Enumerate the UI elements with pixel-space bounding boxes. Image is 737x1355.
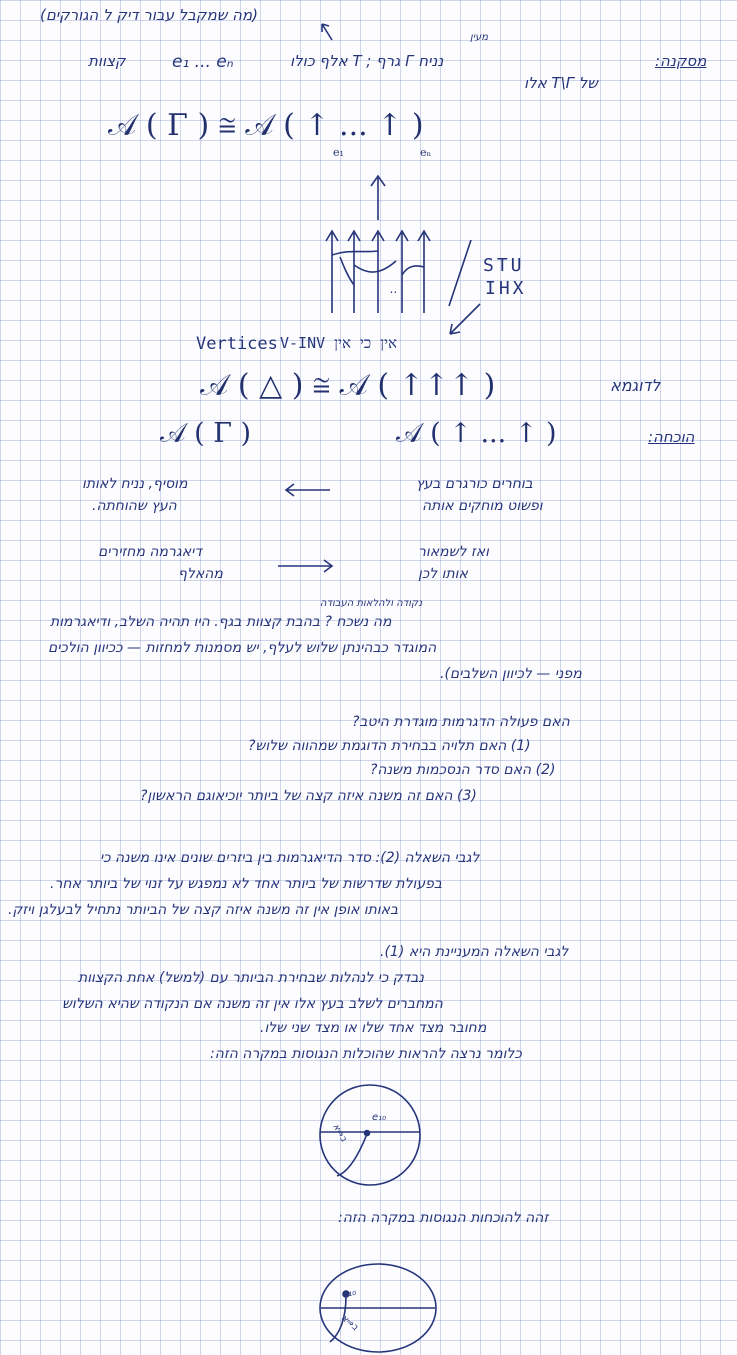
proof-left-1: מוסיף, נניח לאותו bbox=[82, 476, 188, 492]
vertices-word: Vertices bbox=[196, 334, 278, 354]
answer1-line2: נבדק כי לנהלות שבחירת הביותר עם (למשל) אחת הקצוות bbox=[78, 970, 425, 986]
strands-dots: .. bbox=[390, 282, 398, 296]
proof-right-1: בוחרים כורגרם בעץ bbox=[416, 476, 533, 492]
conclusion-label: מסקנה: bbox=[655, 52, 707, 70]
formula-sub-e1: e₁ bbox=[333, 146, 344, 159]
conclusion-small: מעין bbox=[470, 32, 489, 43]
stu-label: STU bbox=[483, 255, 525, 276]
statement-2: זהה להוכחות הנגוסות במקרה הזה: bbox=[338, 1210, 549, 1226]
formula-proof-left: 𝒜 ( Γ ) bbox=[160, 418, 252, 449]
formula-sub-en: eₙ bbox=[420, 146, 432, 159]
conclusion-text: נניח Γ גרף ; T אלף כולו bbox=[290, 52, 444, 70]
row2-left-2: מהאלף bbox=[178, 566, 223, 582]
implication-arrow bbox=[368, 172, 388, 222]
left-arrow bbox=[282, 482, 332, 498]
circle-1-label: e₁₀ bbox=[372, 1112, 387, 1123]
slash-divider bbox=[445, 238, 475, 308]
answer1-line5: כלומר נרצה להראות שהוכלות הנגוסות במקרה הזה: bbox=[210, 1046, 522, 1062]
row2-right-1: ואז לשמאור bbox=[418, 544, 489, 560]
example-label: לדוגמא bbox=[610, 376, 661, 395]
question-2: (2) האם סדר הנסכמות משנה? bbox=[370, 762, 556, 778]
row2-left-1: דיאגרמה מחזירים bbox=[98, 544, 202, 560]
answer1-line3: המחברים לשלב בעץ אלו אין זה משנה אם הנקודה שהיא השלוש bbox=[62, 996, 443, 1012]
row2-right-2: אותו לכן bbox=[418, 566, 468, 582]
answer2-line2: בפעולת שדרשות של ביותר אחד לא נמפגש על זנוי של ביותר אחר. bbox=[50, 876, 442, 892]
formula-proof-right: 𝒜 ( ↑ ... ↑ ) bbox=[396, 418, 557, 449]
circle-1-side: ב⇒א bbox=[330, 1122, 349, 1144]
answer2-line1: לגבי השאלה (2): סדר הדיאגרמות בין ביזרים שונים אינו משנה כי bbox=[100, 850, 480, 866]
question-1: (1) האם תלויה בבחירת הדוגמת שמהווה שלוש? bbox=[248, 738, 531, 754]
note-arrow bbox=[444, 300, 484, 340]
formula-main: 𝒜 ( Γ ) ≅ 𝒜 ( ↑ ... ↑ ) bbox=[108, 108, 424, 143]
para1-line3: מפני — לכיוון השלבים). bbox=[440, 666, 582, 682]
ihx-label: IHX bbox=[485, 278, 527, 299]
question-intro: האם פעולה הדגרמות מוגדרת היטב? bbox=[352, 714, 570, 730]
strands-diagram bbox=[320, 225, 450, 315]
circle-2-label: e₁₀ bbox=[341, 1286, 358, 1301]
answer2-line3: באותו אופן אין זה משנה איזה קצה של הביותר נתחיל לבעלגן ויזק. bbox=[8, 902, 399, 918]
answer1-line1: לגבי השאלה המעניינת היא (1). bbox=[380, 944, 569, 960]
para1-line2: המוגדר כבהינתן שלוש לעלף, יש מסמנות למחזות — ככיוון הולכים bbox=[48, 640, 437, 656]
arrow-up-icon bbox=[318, 20, 338, 42]
proof-label: הוכחה: bbox=[648, 428, 695, 446]
circle-diagram-1 bbox=[315, 1080, 425, 1190]
conclusion-edges: e₁ ... eₙ bbox=[172, 52, 234, 72]
formula-example: 𝒜 ( △ ) ≅ 𝒜 ( ↑↑↑ ) bbox=[200, 368, 496, 403]
para1-line1: מה נשכח ? בהבת קצוות בגף. היו תהיה השלב, ודיאגרמות bbox=[50, 614, 392, 630]
conclusion-edges-word: קצוות bbox=[88, 52, 126, 70]
para1-top: נקודה ולהלאות העבודה bbox=[320, 598, 423, 609]
circle-diagram-2 bbox=[318, 1262, 438, 1354]
top-note: (מה שמקבל עבור דיק ל הגורקים) bbox=[40, 6, 258, 24]
proof-right-2: ופשוט מוחקים אותה bbox=[422, 498, 543, 514]
proof-left-2: העץ שהוחתה. bbox=[92, 498, 177, 514]
question-3: (3) האם זה משנה איזה קצה של ביותר יוכיאוגם הראשון? bbox=[140, 788, 477, 804]
answer1-line4: מחובר מצד אחד שלו או מצד שני שלו. bbox=[260, 1020, 487, 1036]
vertices-note: אין כי אין V-INV bbox=[280, 334, 398, 352]
right-arrow bbox=[276, 558, 336, 574]
circle-2-side: ב⇒א bbox=[338, 1313, 360, 1333]
conclusion-text-2: של T\Γ אלו bbox=[524, 74, 598, 92]
